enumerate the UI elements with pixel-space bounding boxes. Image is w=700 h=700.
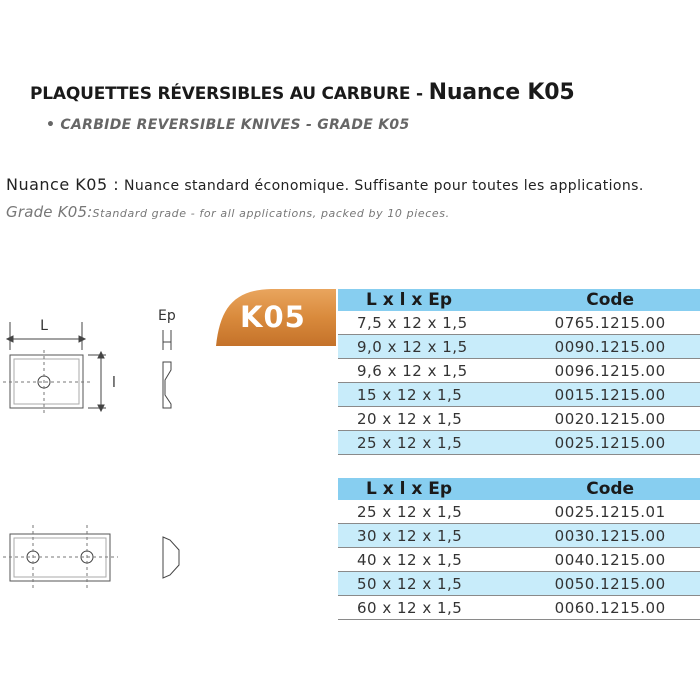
cell-code: 0030.1215.00 [520,524,700,548]
cell-code: 0096.1215.00 [520,359,700,383]
cell-code: 0015.1215.00 [520,383,700,407]
dimensions-table-double-hole [338,478,700,620]
cell-dimensions: 9,0 x 12 x 1,5 [338,335,520,359]
column-header-code: Code [520,478,700,500]
table-row [338,311,700,335]
cell-code: 0090.1215.00 [520,335,700,359]
cell-code: 0025.1215.01 [520,500,700,524]
cell-dimensions: 15 x 12 x 1,5 [338,383,520,407]
cell-dimensions: 9,6 x 12 x 1,5 [338,359,520,383]
title-main: PLAQUETTES RÉVERSIBLES AU CARBURE - [30,84,429,104]
cell-code: 0765.1215.00 [520,311,700,335]
column-header-dimensions: L x l x Ep [338,289,520,311]
table-row [338,383,700,407]
title-grade: Nuance K05 [428,80,575,105]
cell-dimensions: 25 x 12 x 1,5 [338,500,520,524]
cell-code: 0040.1215.00 [520,548,700,572]
table-row [338,500,700,524]
grade-badge-label: K05 [240,300,306,334]
description-english-text: Standard grade - for all applications, packed by 10 pieces. [92,207,450,220]
dimension-label-width: l [112,375,116,391]
table-row [338,596,700,620]
table-row [338,359,700,383]
table-row [338,407,700,431]
column-header-code: Code [520,289,700,311]
cell-dimensions: 60 x 12 x 1,5 [338,596,520,620]
table-header-row [338,478,700,500]
cell-code: 0050.1215.00 [520,572,700,596]
cell-dimensions: 50 x 12 x 1,5 [338,572,520,596]
column-header-dimensions: L x l x Ep [338,478,520,500]
cell-code: 0060.1215.00 [520,596,700,620]
table-row [338,548,700,572]
cell-dimensions: 40 x 12 x 1,5 [338,548,520,572]
cell-dimensions: 30 x 12 x 1,5 [338,524,520,548]
double-hole-knife-drawing [3,525,179,590]
cell-dimensions: 20 x 12 x 1,5 [338,407,520,431]
table-row [338,524,700,548]
description-english-lead: Grade K05: [6,203,93,221]
cell-dimensions: 7,5 x 12 x 1,5 [338,311,520,335]
dimension-label-thickness: Ep [158,308,176,324]
table-row [338,431,700,455]
cell-code: 0020.1215.00 [520,407,700,431]
dimension-label-length: L [40,318,48,334]
page-subtitle: • CARBIDE REVERSIBLE KNIVES - GRADE K05 [46,117,410,133]
table-header-row [338,289,700,311]
table-row [338,335,700,359]
description-french-lead: Nuance K05 : [6,175,120,194]
dimensions-table-single-hole [338,289,700,455]
single-hole-knife-drawing [3,322,171,415]
cell-dimensions: 25 x 12 x 1,5 [338,431,520,455]
cell-code: 0025.1215.00 [520,431,700,455]
table-row [338,572,700,596]
description-french-text: Nuance standard économique. Suffisante pour toutes les applications. [119,178,644,194]
